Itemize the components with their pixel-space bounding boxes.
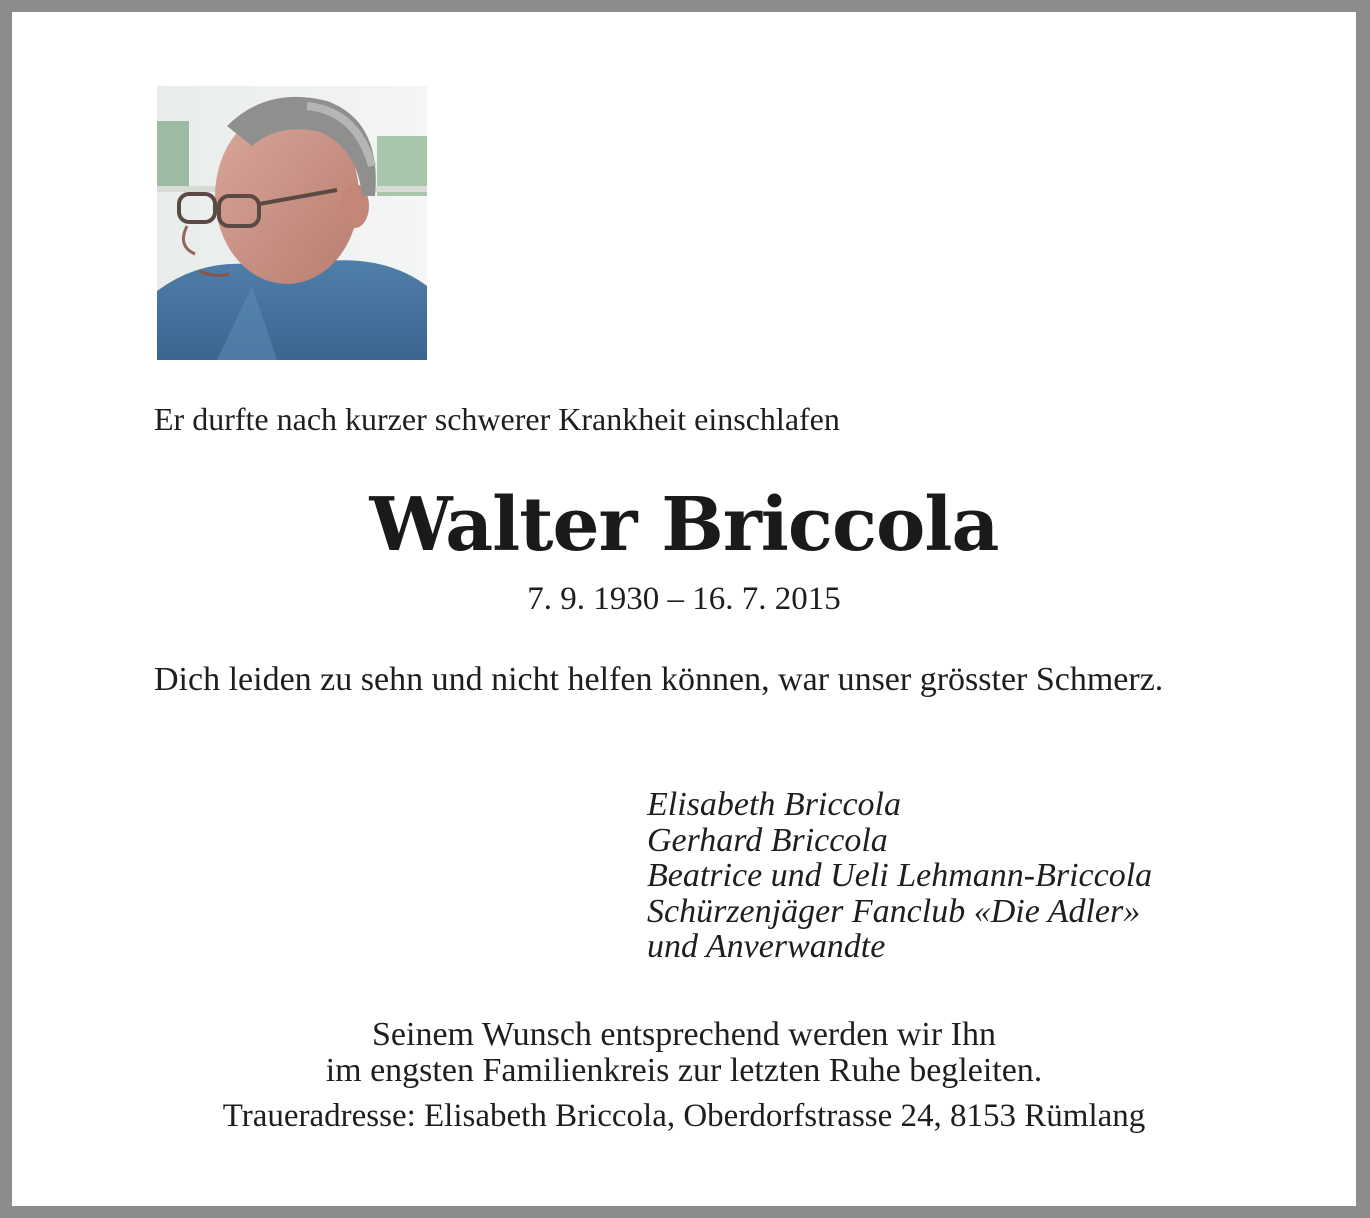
mourner-name: Beatrice und Ueli Lehmann-Briccola	[647, 857, 1153, 894]
closing-line: Seinem Wunsch entsprechend werden wir Ihn	[372, 1016, 996, 1053]
deceased-name: Walter Briccola	[369, 482, 999, 568]
memorial-quote: Dich leiden zu sehn und nicht helfen können, war unser grösster Schmerz.	[154, 661, 1164, 698]
closing-message	[12, 1017, 1356, 1089]
portrait-photo	[157, 86, 427, 360]
mourning-address: Traueradresse: Elisabeth Briccola, Oberdorfstrasse 24, 8153 Rümlang	[222, 1098, 1146, 1134]
mourner-name: Schürzenjäger Fanclub «Die Adler»	[647, 892, 1141, 930]
obituary-card	[12, 12, 1356, 1206]
closing-line: im engsten Familienkreis zur letzten Ruhe begleiten.	[325, 1052, 1043, 1089]
life-dates: 7. 9. 1930 – 16. 7. 2015	[527, 581, 841, 617]
mourner-name: Elisabeth Briccola	[647, 786, 902, 823]
mourner-name: und Anverwandte	[647, 928, 886, 965]
mourners-list	[647, 787, 1152, 965]
intro-line: Er durfte nach kurzer schwerer Krankheit einschlafen	[154, 401, 840, 437]
mourner-name: Gerhard Briccola	[647, 821, 888, 859]
